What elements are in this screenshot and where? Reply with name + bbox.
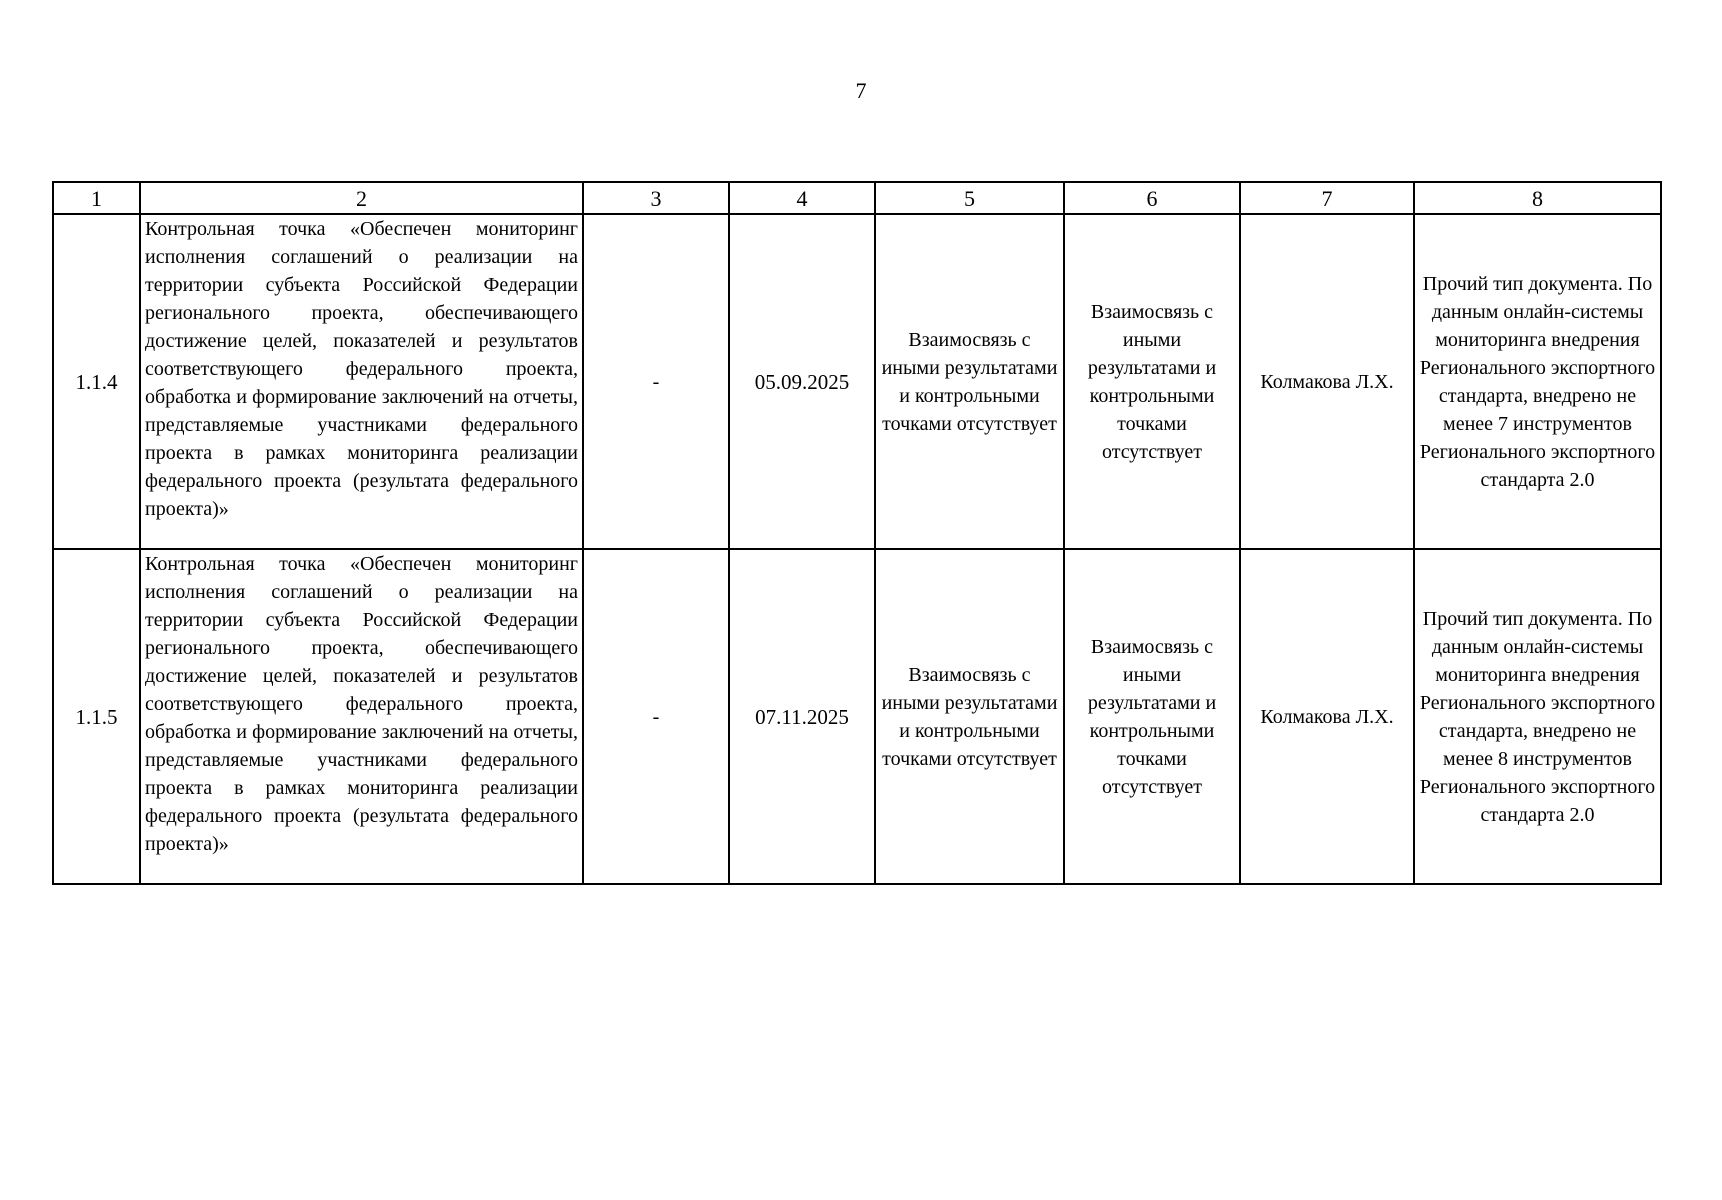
column-header-7: 7 [1240, 182, 1414, 214]
column-header-6: 6 [1064, 182, 1240, 214]
column-header-1: 1 [53, 182, 140, 214]
column-header-4: 4 [729, 182, 875, 214]
column-header-5: 5 [875, 182, 1064, 214]
table-row [53, 549, 1661, 884]
column-header-3: 3 [583, 182, 729, 214]
row-col3: - [583, 214, 729, 549]
row-id: 1.1.4 [53, 214, 140, 549]
row-col3: - [583, 549, 729, 884]
row-document: Прочий тип документа. По данным онлайн-системы мониторинга внедрения Регионального экспортного стандарта, внедрено не менее 7 инструментов Регионального экспортного стандарта 2.0 [1414, 214, 1661, 549]
control-points-table [52, 181, 1662, 885]
column-header-2: 2 [140, 182, 583, 214]
row-date: 07.11.2025 [729, 549, 875, 884]
header-row [53, 182, 1661, 214]
row-description: Контрольная точка «Обеспечен мониторинг исполнения соглашений о реализации на территории субъекта Российской Федерации регионального проекта, обеспечивающего достижение целей, показателей и результатов соответствующего федерального проекта, обработка и формирование заключений на отчеты, представляемые участниками федерального проекта в рамках мониторинга реализации федерального проекта (результата федерального проекта)» [140, 214, 583, 549]
page-number: 7 [855, 78, 867, 103]
row-date: 05.09.2025 [729, 214, 875, 549]
row-id: 1.1.5 [53, 549, 140, 884]
row-responsible: Колмакова Л.Х. [1240, 214, 1414, 549]
row-description: Контрольная точка «Обеспечен мониторинг исполнения соглашений о реализации на территории субъекта Российской Федерации регионального проекта, обеспечивающего достижение целей, показателей и результатов соответствующего федерального проекта, обработка и формирование заключений на отчеты, представляемые участниками федерального проекта в рамках мониторинга реализации федерального проекта (результата федерального проекта)» [140, 549, 583, 884]
column-header-8: 8 [1414, 182, 1661, 214]
row-col6: Взаимосвязь с иными результатами и контрольными точками отсутствует [1064, 214, 1240, 549]
row-col6: Взаимосвязь с иными результатами и контрольными точками отсутствует [1064, 549, 1240, 884]
row-document: Прочий тип документа. По данным онлайн-системы мониторинга внедрения Регионального экспортного стандарта, внедрено не менее 8 инструментов Регионального экспортного стандарта 2.0 [1414, 549, 1661, 884]
table-row [53, 214, 1661, 549]
row-col5: Взаимосвязь с иными результатами и контрольными точками отсутствует [875, 549, 1064, 884]
row-col5: Взаимосвязь с иными результатами и контрольными точками отсутствует [875, 214, 1064, 549]
row-responsible: Колмакова Л.Х. [1240, 549, 1414, 884]
